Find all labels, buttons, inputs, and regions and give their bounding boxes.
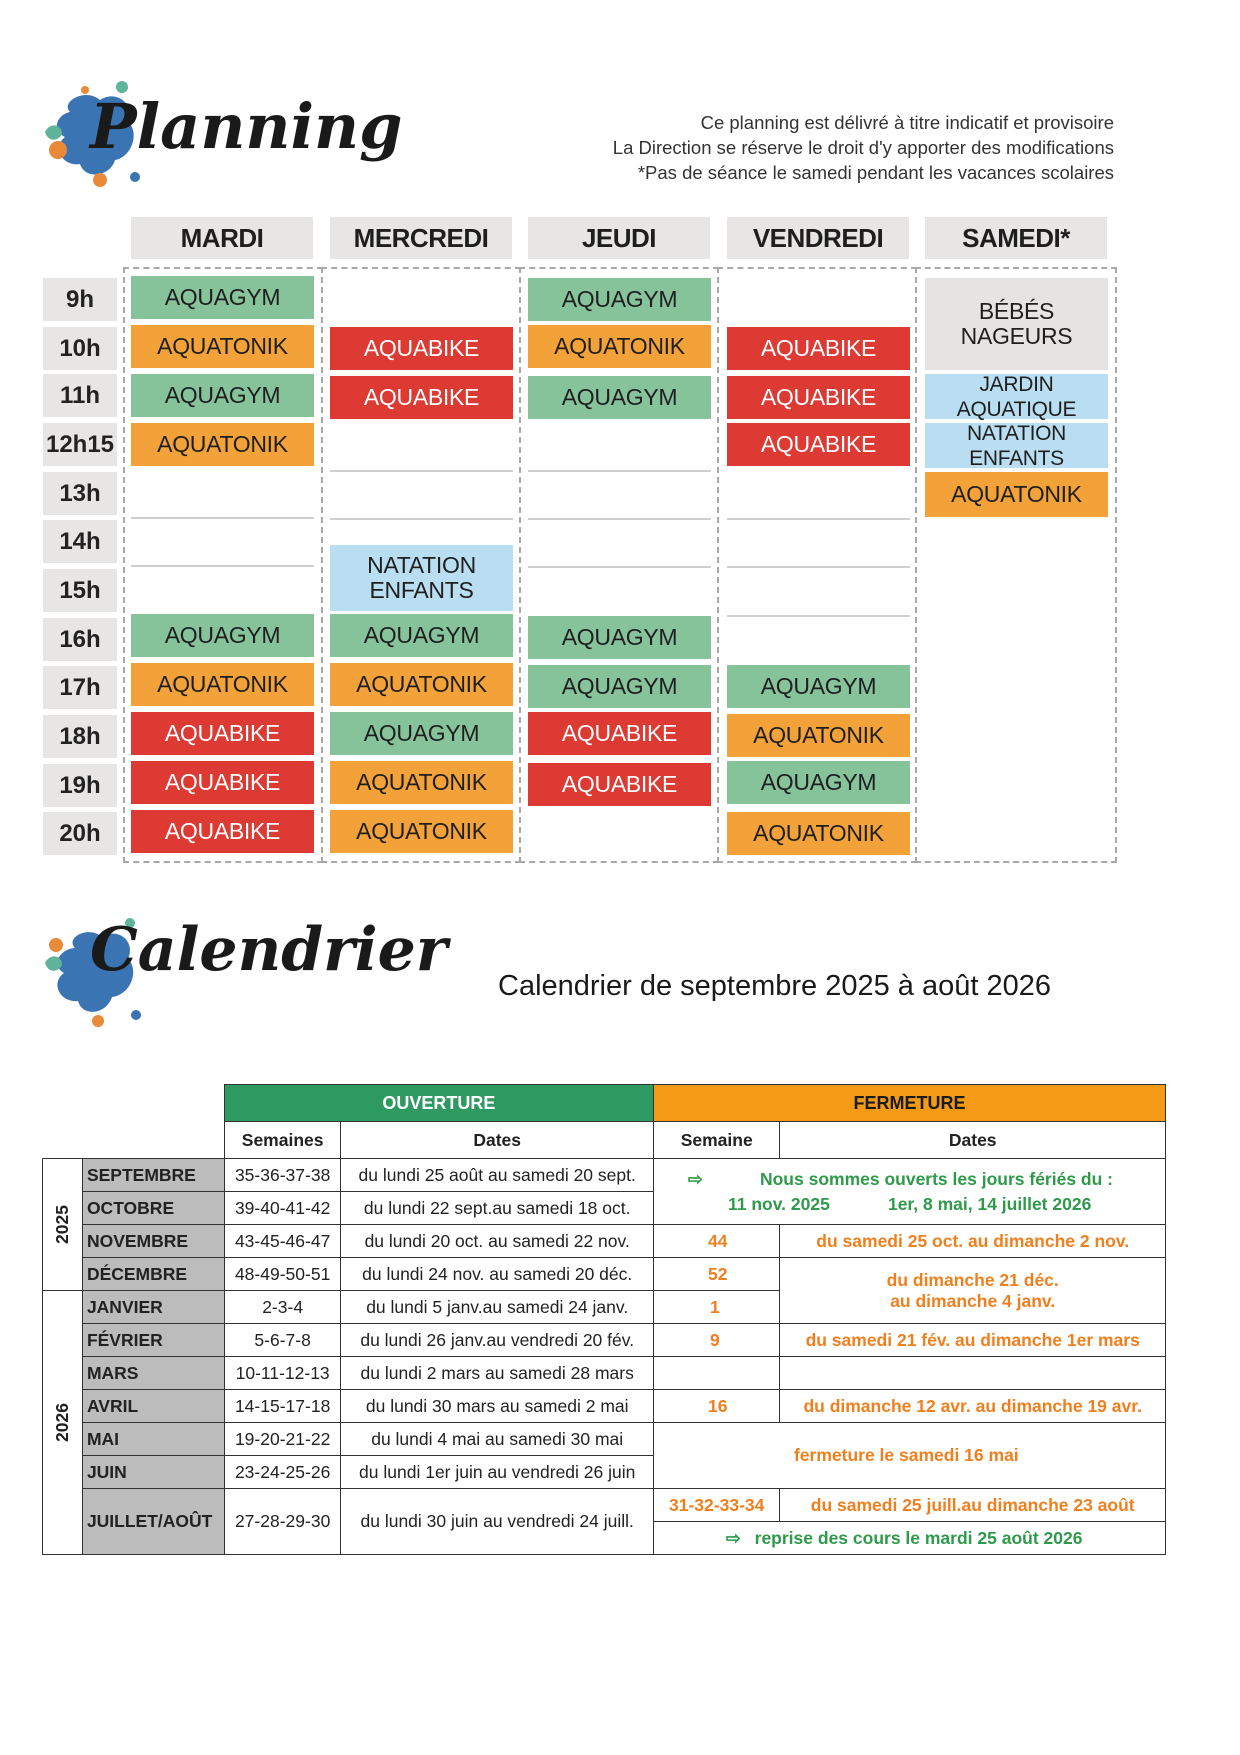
- disclaimer-line: Ce planning est délivré à titre indicatif et provisoire: [700, 112, 1114, 133]
- closure-dates-line: au dimanche 4 janv.: [890, 1290, 1056, 1311]
- weeks-cell: 14-15-17-18: [224, 1390, 341, 1423]
- time-9h: 9h: [43, 278, 117, 321]
- class-mardi-9h: AQUAGYM: [131, 276, 314, 319]
- empty-slot-line: [727, 518, 910, 520]
- dates-cell: du lundi 4 mai au samedi 30 mai: [341, 1423, 654, 1456]
- weeks-cell: 35-36-37-38: [224, 1159, 341, 1192]
- closure-dates-noel: [780, 1258, 1166, 1324]
- class-mardi-19h: AQUABIKE: [131, 761, 314, 804]
- time-16h: 16h: [43, 618, 117, 661]
- disclaimer-line: La Direction se réserve le droit d'y apporter des modifications: [612, 137, 1114, 158]
- class-mardi-20h: AQUABIKE: [131, 810, 314, 853]
- class-mardi-17h: AQUATONIK: [131, 663, 314, 706]
- col-semaines: Semaines: [224, 1122, 341, 1159]
- weeks-cell: 2-3-4: [224, 1291, 341, 1324]
- arrow-icon: ⇨: [687, 1168, 703, 1189]
- month-cell: AVRIL: [82, 1390, 224, 1423]
- closure-week: 1: [653, 1291, 779, 1324]
- jours-feries-note: [653, 1159, 1165, 1225]
- class-mercredi-11h: AQUABIKE: [330, 376, 513, 419]
- class-vendredi-20h: AQUATONIK: [727, 812, 910, 855]
- class-mardi-11h: AQUAGYM: [131, 374, 314, 417]
- feries-line-1: Nous sommes ouverts les jours fériés du :: [759, 1168, 1113, 1189]
- time-11h: 11h: [43, 374, 117, 417]
- month-cell: MAI: [82, 1423, 224, 1456]
- day-header-vendredi: VENDREDI: [727, 217, 909, 259]
- header-fermeture: FERMETURE: [653, 1085, 1165, 1122]
- class-samedi-bebes-nageurs: BÉBÉS NAGEURS: [925, 278, 1108, 370]
- class-vendredi-12h15: AQUABIKE: [727, 423, 910, 466]
- weeks-cell: 19-20-21-22: [224, 1423, 341, 1456]
- calendrier-logo: [35, 895, 448, 1035]
- closure-dates-line: du dimanche 21 déc.: [886, 1269, 1059, 1290]
- closure-dates: du dimanche 12 avr. au dimanche 19 avr.: [780, 1390, 1166, 1423]
- empty-slot-line: [330, 518, 513, 520]
- class-mercredi-15h: NATATION ENFANTS: [330, 545, 513, 611]
- closure-week: 52: [653, 1258, 779, 1291]
- class-mardi-12h15: AQUATONIK: [131, 423, 314, 466]
- class-mardi-16h: AQUAGYM: [131, 614, 314, 657]
- time-10h: 10h: [43, 327, 117, 370]
- planning-disclaimer: [613, 110, 1114, 185]
- feries-date-2025: 11 nov. 2025: [727, 1193, 830, 1214]
- closure-dates: du samedi 25 juill.au dimanche 23 août: [780, 1489, 1166, 1522]
- month-cell: OCTOBRE: [82, 1192, 224, 1225]
- dates-cell: du lundi 5 janv.au samedi 24 janv.: [341, 1291, 654, 1324]
- class-mardi-10h: AQUATONIK: [131, 325, 314, 368]
- class-jeudi-17h: AQUAGYM: [528, 665, 711, 708]
- closure-week: 16: [653, 1390, 779, 1423]
- class-vendredi-10h: AQUABIKE: [727, 327, 910, 370]
- dates-cell: du lundi 22 sept.au samedi 18 oct.: [341, 1192, 654, 1225]
- class-vendredi-11h: AQUABIKE: [727, 376, 910, 419]
- calendrier-title: Calendrier: [90, 915, 448, 985]
- day-header-samedi: SAMEDI*: [925, 217, 1107, 259]
- year-2026: 2026: [43, 1291, 83, 1555]
- closure-week: 9: [653, 1324, 779, 1357]
- weeks-cell: 10-11-12-13: [224, 1357, 341, 1390]
- dates-cell: du lundi 20 oct. au samedi 22 nov.: [341, 1225, 654, 1258]
- weeks-cell: 5-6-7-8: [224, 1324, 341, 1357]
- calendar-table: [42, 1084, 1166, 1555]
- empty-slot-line: [131, 517, 314, 519]
- dates-cell: du lundi 24 nov. au samedi 20 déc.: [341, 1258, 654, 1291]
- month-cell: JUILLET/AOÛT: [82, 1489, 224, 1555]
- feries-dates-2026: 1er, 8 mai, 14 juillet 2026: [887, 1193, 1092, 1214]
- dates-cell: du lundi 26 janv.au vendredi 20 fév.: [341, 1324, 654, 1357]
- month-cell: SEPTEMBRE: [82, 1159, 224, 1192]
- header-ouverture: OUVERTURE: [224, 1085, 653, 1122]
- class-jeudi-11h: AQUAGYM: [528, 376, 711, 419]
- disclaimer-line: *Pas de séance le samedi pendant les vacances scolaires: [637, 162, 1114, 183]
- weeks-cell: 48-49-50-51: [224, 1258, 341, 1291]
- empty-slot-line: [330, 470, 513, 472]
- empty-slot-line: [727, 566, 910, 568]
- time-12h15: 12h15: [43, 423, 117, 466]
- planning-title: Planning: [90, 90, 403, 163]
- dates-cell: du lundi 30 juin au vendredi 24 juill.: [341, 1489, 654, 1555]
- col-semaine: Semaine: [653, 1122, 779, 1159]
- day-header-mardi: MARDI: [131, 217, 313, 259]
- month-cell: MARS: [82, 1357, 224, 1390]
- time-19h: 19h: [43, 764, 117, 807]
- class-mercredi-17h: AQUATONIK: [330, 663, 513, 706]
- time-13h: 13h: [43, 472, 117, 515]
- class-mardi-18h: AQUABIKE: [131, 712, 314, 755]
- time-14h: 14h: [43, 520, 117, 563]
- class-mercredi-20h: AQUATONIK: [330, 810, 513, 853]
- class-mercredi-16h: AQUAGYM: [330, 614, 513, 657]
- class-samedi-natation-enfants: NATATION ENFANTS: [925, 423, 1108, 468]
- class-jeudi-16h: AQUAGYM: [528, 616, 711, 659]
- closure-dates-empty: [780, 1357, 1166, 1390]
- planning-logo: [40, 72, 403, 192]
- weeks-cell: 43-45-46-47: [224, 1225, 341, 1258]
- col-dates-fermeture: Dates: [780, 1122, 1166, 1159]
- month-cell: DÉCEMBRE: [82, 1258, 224, 1291]
- time-18h: 18h: [43, 715, 117, 758]
- month-cell: FÉVRIER: [82, 1324, 224, 1357]
- month-cell: NOVEMBRE: [82, 1225, 224, 1258]
- class-mercredi-19h: AQUATONIK: [330, 761, 513, 804]
- reprise-text: reprise des cours le mardi 25 août 2026: [754, 1527, 1083, 1548]
- weeks-cell: 39-40-41-42: [224, 1192, 341, 1225]
- class-mercredi-18h: AQUAGYM: [330, 712, 513, 755]
- closure-week: 31-32-33-34: [653, 1489, 779, 1522]
- reprise-note: [653, 1522, 1165, 1555]
- closure-week: 44: [653, 1225, 779, 1258]
- weeks-cell: 27-28-29-30: [224, 1489, 341, 1555]
- class-jeudi-10h: AQUATONIK: [528, 325, 711, 368]
- calendrier-subtitle: Calendrier de septembre 2025 à août 2026: [498, 970, 1051, 1002]
- dates-cell: du lundi 1er juin au vendredi 26 juin: [341, 1456, 654, 1489]
- closure-may-note: fermeture le samedi 16 mai: [653, 1423, 1165, 1489]
- class-jeudi-18h: AQUABIKE: [528, 712, 711, 755]
- weeks-cell: 23-24-25-26: [224, 1456, 341, 1489]
- dates-cell: du lundi 30 mars au samedi 2 mai: [341, 1390, 654, 1423]
- closure-dates: du samedi 21 fév. au dimanche 1er mars: [780, 1324, 1166, 1357]
- class-samedi-aquatonik: AQUATONIK: [925, 472, 1108, 517]
- closure-dates: du samedi 25 oct. au dimanche 2 nov.: [780, 1225, 1166, 1258]
- month-cell: JUIN: [82, 1456, 224, 1489]
- time-17h: 17h: [43, 666, 117, 709]
- empty-slot-line: [528, 566, 711, 568]
- class-jeudi-9h: AQUAGYM: [528, 278, 711, 321]
- class-samedi-jardin-aquatique: JARDIN AQUATIQUE: [925, 374, 1108, 419]
- class-mercredi-10h: AQUABIKE: [330, 327, 513, 370]
- year-2025: 2025: [43, 1159, 83, 1291]
- col-dates: Dates: [341, 1122, 654, 1159]
- class-vendredi-17h: AQUAGYM: [727, 665, 910, 708]
- class-vendredi-18h: AQUATONIK: [727, 714, 910, 757]
- empty-slot-line: [528, 470, 711, 472]
- class-jeudi-19h: AQUABIKE: [528, 763, 711, 806]
- closure-week-empty: [653, 1357, 779, 1390]
- empty-slot-line: [131, 565, 314, 567]
- empty-slot-line: [727, 615, 910, 617]
- month-cell: JANVIER: [82, 1291, 224, 1324]
- dates-cell: du lundi 25 août au samedi 20 sept.: [341, 1159, 654, 1192]
- dates-cell: du lundi 2 mars au samedi 28 mars: [341, 1357, 654, 1390]
- day-header-mercredi: MERCREDI: [330, 217, 512, 259]
- class-vendredi-19h: AQUAGYM: [727, 761, 910, 804]
- day-header-jeudi: JEUDI: [528, 217, 710, 259]
- empty-slot-line: [528, 518, 711, 520]
- time-20h: 20h: [43, 812, 117, 855]
- time-15h: 15h: [43, 569, 117, 612]
- arrow-icon: ⇨: [725, 1527, 741, 1548]
